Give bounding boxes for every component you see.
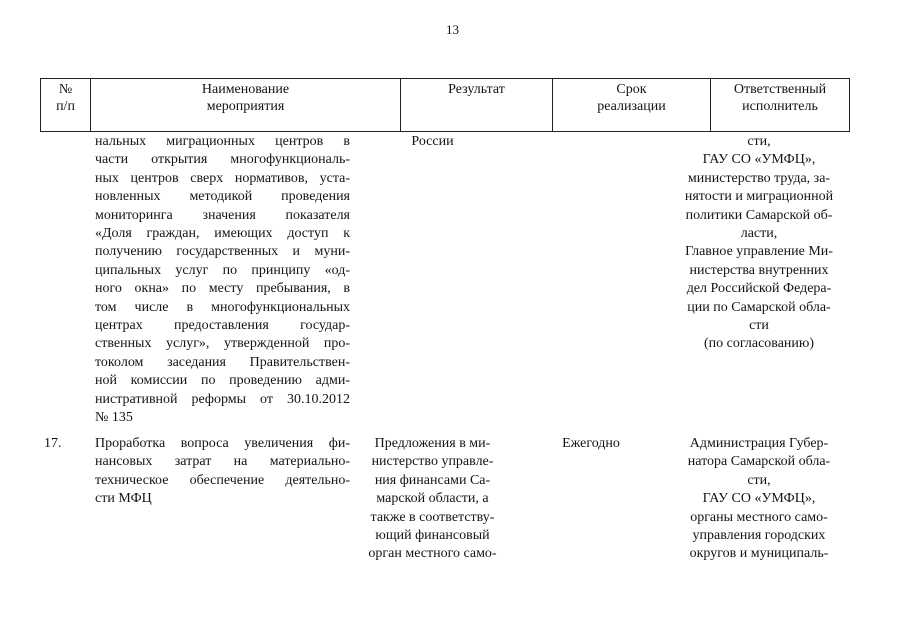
text-line: том числе в многофункциональных	[95, 299, 350, 315]
text-line: ласти,	[740, 226, 778, 242]
text-line: новленных методикой проведения	[95, 189, 350, 205]
text-line: ципальных услуг по принципу «од-	[95, 262, 350, 278]
text-line: нистерство управле-	[371, 454, 494, 470]
header-number-cell	[41, 79, 91, 131]
text-line: ственных услуг», утвержденной про-	[95, 336, 350, 352]
text-line: министерство труда, за-	[687, 170, 831, 186]
text-line: натора Самарской обла-	[687, 454, 831, 470]
text-line: марской области, а	[376, 491, 489, 507]
text-line: ющий финансовый	[375, 528, 490, 544]
text-line: нятости и миграционной	[684, 189, 834, 205]
header-result-line-1: Результат	[448, 82, 505, 97]
text-line: нальных миграционных центров в	[95, 134, 350, 149]
text-line: нистративной реформы от 30.10.2012	[95, 391, 350, 407]
text-line: ной комиссии по проведению адми-	[95, 373, 350, 389]
text-line: Предложения в ми-	[374, 436, 491, 451]
row-17-responsible	[670, 435, 848, 564]
row-17-result	[360, 435, 505, 564]
continued-row-name	[95, 133, 350, 428]
text-line: № 135	[95, 410, 133, 426]
page-number: 13	[446, 22, 459, 37]
text-line: сти	[749, 318, 769, 334]
text-line: Проработка вопроса увеличения фи-	[95, 436, 350, 451]
text-line: техническое обеспечение деятельно-	[95, 472, 350, 488]
table-header	[40, 78, 850, 132]
text-line: нистерства внутренних	[689, 262, 829, 278]
text-line: сти,	[747, 134, 771, 149]
header-name-cell	[91, 79, 401, 131]
header-responsible-cell	[711, 79, 849, 131]
text-line: получению государственных и муни-	[95, 244, 350, 260]
text-line: сти МФЦ	[95, 491, 152, 507]
text-line: (по согласованию)	[703, 336, 815, 352]
text-line: округов и муниципаль-	[689, 546, 829, 562]
text-line: ГАУ СО «УМФЦ»,	[702, 152, 816, 168]
header-name-line-2: мероприятия	[206, 99, 285, 114]
text-line: «Доля граждан, имеющих доступ к	[95, 226, 350, 242]
text-line: части открытия многофункциональ-	[95, 152, 350, 168]
header-responsible-line-2: исполнитель	[742, 99, 818, 114]
text-line: сти,	[747, 472, 771, 488]
text-line: ГАУ СО «УМФЦ»,	[702, 491, 816, 507]
header-deadline-cell	[553, 79, 711, 131]
text-line: нансовых затрат на материально-	[95, 454, 350, 470]
text-line: орган местного само-	[368, 546, 497, 562]
text-line: ния финансами Са-	[374, 472, 491, 488]
row-17-number: 17.	[44, 436, 62, 451]
header-number-line-1: №	[58, 82, 73, 97]
row-17-deadline: Ежегодно	[562, 436, 620, 451]
continued-row-responsible	[670, 133, 848, 354]
header-number-line-2: п/п	[56, 99, 75, 114]
text-line: Администрация Губер-	[689, 436, 829, 451]
text-line: Главное управление Ми-	[685, 244, 833, 260]
text-line: центрах предоставления государ-	[95, 318, 350, 334]
text-line: также в соответству-	[370, 509, 495, 525]
header-result-cell	[401, 79, 553, 131]
text-line: политики Самарской об-	[685, 207, 833, 223]
text-line: мониторинга значения показателя	[95, 207, 350, 223]
header-responsible-line-1: Ответственный	[733, 82, 827, 97]
text-line: дел Российской Федера-	[686, 281, 832, 297]
text-line: России	[411, 134, 454, 149]
header-deadline-line-1: Срок	[616, 82, 647, 97]
text-line: ции по Самарской обла-	[687, 299, 831, 315]
header-name-line-1: Наименование	[201, 82, 290, 97]
continued-row-result	[360, 133, 505, 151]
text-line: управления городских	[692, 528, 826, 544]
text-line: органы местного само-	[690, 509, 828, 525]
text-line: ных центров сверх нормативов, уста-	[95, 170, 350, 186]
header-deadline-line-2: реализации	[597, 99, 666, 114]
text-line: ного окна» по месту пребывания, в	[95, 281, 350, 297]
row-17-name	[95, 435, 350, 509]
text-line: токолом заседания Правительствен-	[95, 354, 350, 370]
